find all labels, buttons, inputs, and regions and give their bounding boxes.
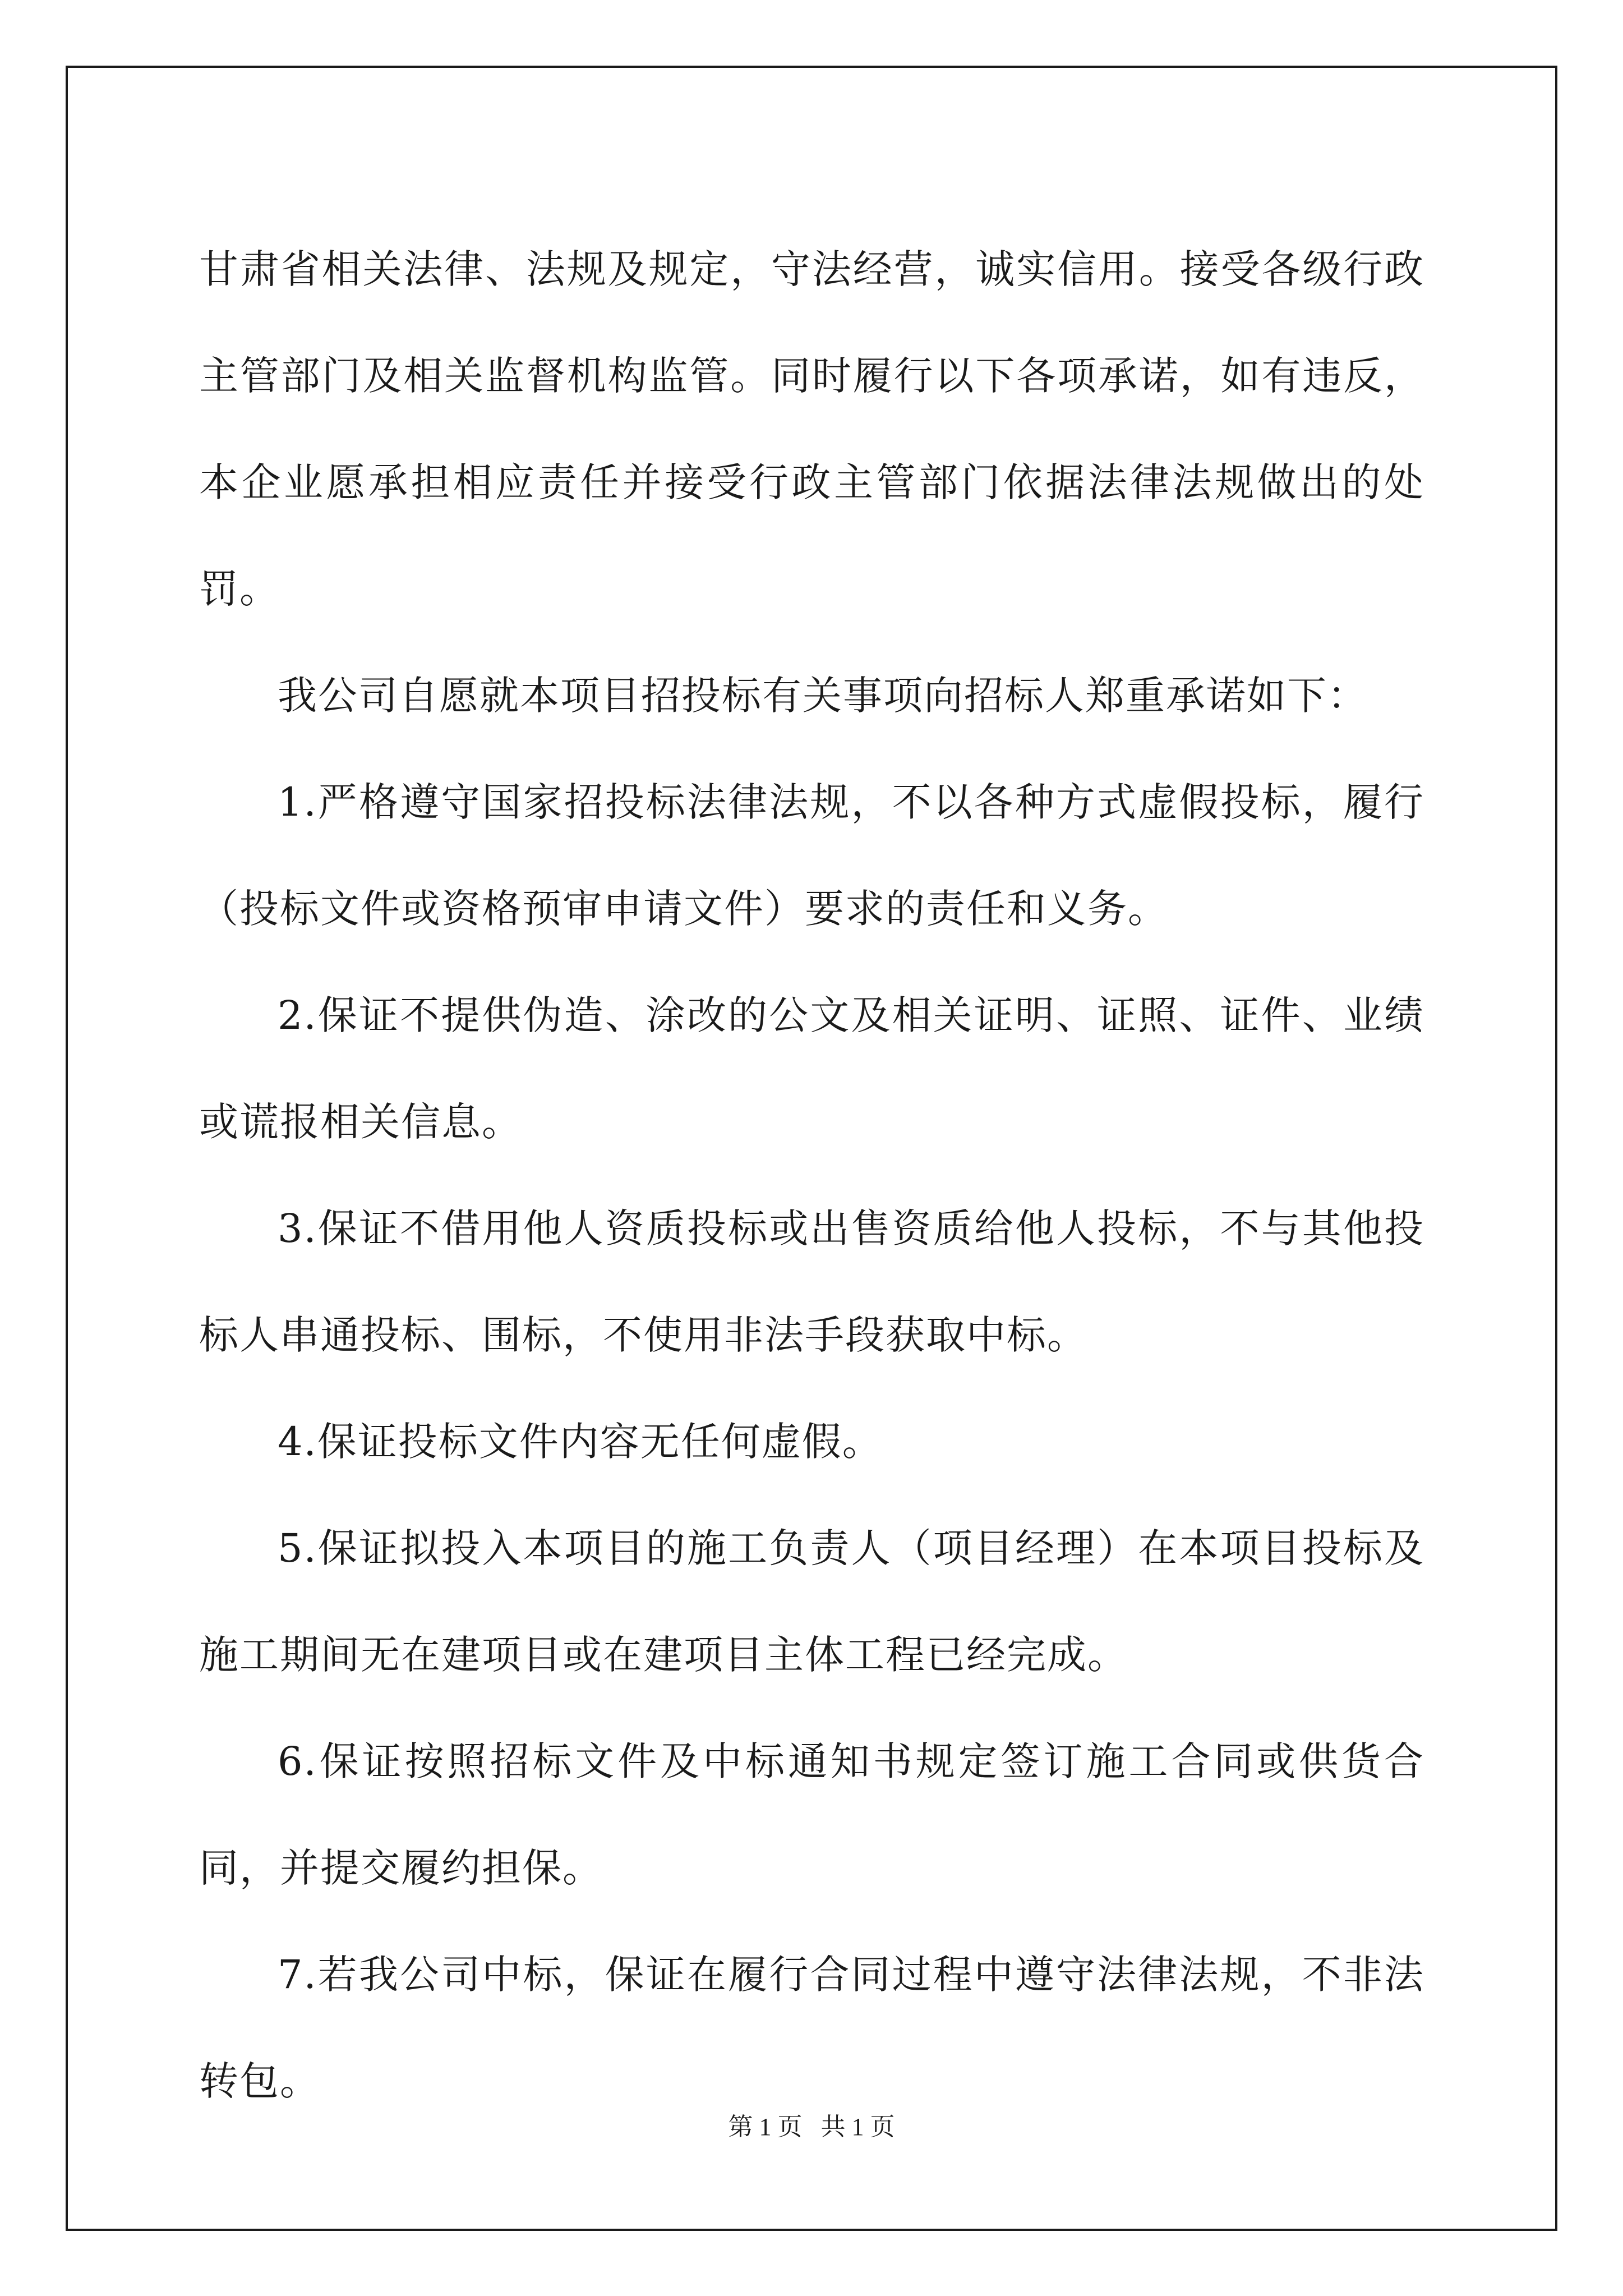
commitment-item-1: 1.严格遵守国家招投标法律法规，不以各种方式虚假投标，履行（投标文件或资格预审申请文件）要求的责任和义务。 — [199, 779, 1424, 932]
page-footer — [0, 2106, 1623, 2142]
commitment-item-4: 4.保证投标文件内容无任何虚假。 — [278, 1419, 883, 1465]
page-number: 第 1 页 — [728, 2113, 803, 2141]
commitment-item-6: 6.保证按照招标文件及中标通知书规定签订施工合同或供货合同，并提交履约担保。 — [199, 1738, 1424, 1891]
commitment-item-2: 2.保证不提供伪造、涂改的公文及相关证明、证照、证件、业绩或谎报相关信息。 — [199, 992, 1424, 1145]
paragraph-continuation: 甘肃省相关法律、法规及规定，守法经营，诚实信用。接受各级行政主管部门及相关监督机构监管。同时履行以下各项承诺，如有违反，本企业愿承担相应责任并接受行政主管部门依据法律法规做出的处罚。 — [199, 246, 1424, 612]
document-body — [199, 216, 1424, 2134]
commitment-item-3: 3.保证不借用他人资质投标或出售资质给他人投标，不与其他投标人串通投标、围标，不使用非法手段获取中标。 — [199, 1205, 1424, 1358]
paragraph-commitment-intro: 我公司自愿就本项目招投标有关事项向招标人郑重承诺如下： — [278, 673, 1368, 719]
commitment-item-7: 7.若我公司中标，保证在履行合同过程中遵守法律法规，不非法转包。 — [199, 1952, 1424, 2104]
commitment-item-5: 5.保证拟投入本项目的施工负责人（项目经理）在本项目投标及施工期间无在建项目或在建项目主体工程已经完成。 — [199, 1525, 1424, 1678]
page-total: 共 1 页 — [820, 2113, 895, 2141]
